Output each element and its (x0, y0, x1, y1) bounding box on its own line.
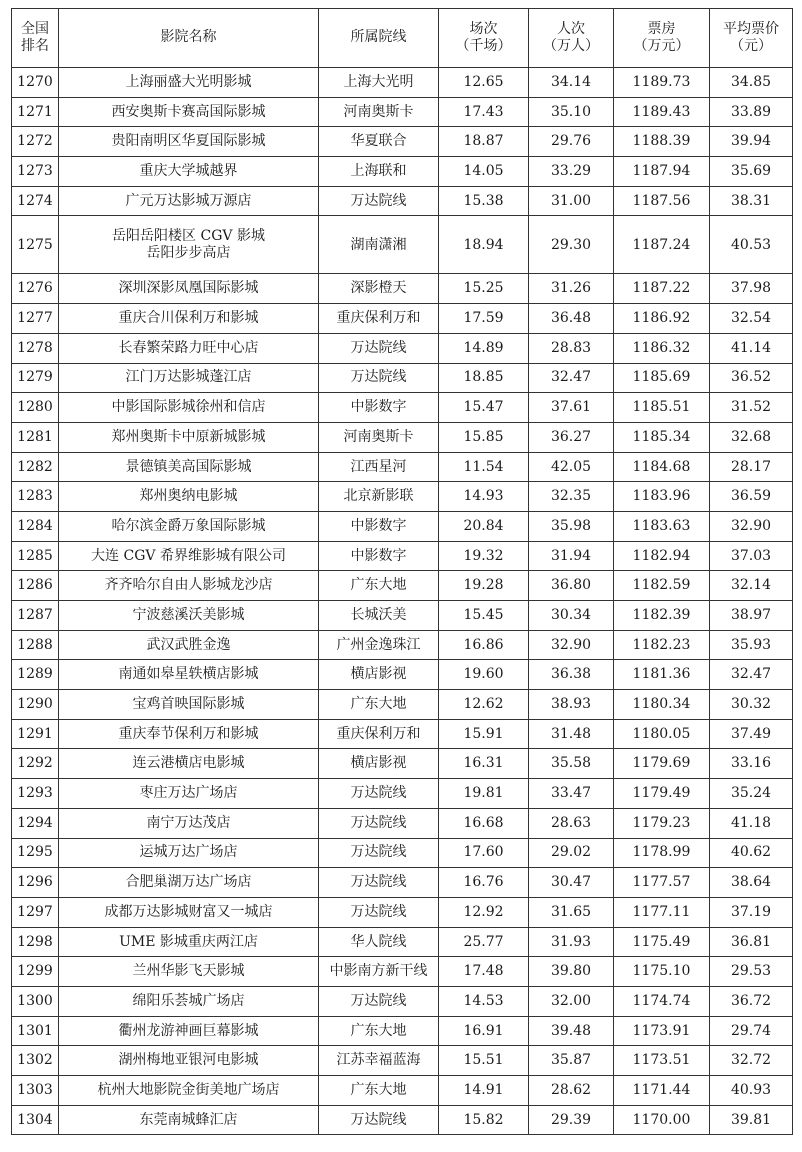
cell-rank: 1288 (12, 630, 59, 660)
cell-admissions: 35.87 (529, 1046, 614, 1076)
cell-avg-price: 39.94 (710, 127, 793, 157)
cell-admissions: 36.80 (529, 571, 614, 601)
cell-admissions: 30.47 (529, 868, 614, 898)
cell-chain: 华夏联合 (319, 127, 439, 157)
cell-chain: 广东大地 (319, 571, 439, 601)
cell-shows: 11.54 (439, 452, 529, 482)
cell-admissions: 38.93 (529, 690, 614, 720)
cell-cinema-name: 郑州奥纳电影城 (59, 482, 319, 512)
cell-box-office: 1174.74 (614, 986, 710, 1016)
cell-box-office: 1173.51 (614, 1046, 710, 1076)
cell-admissions: 31.65 (529, 897, 614, 927)
cell-box-office: 1185.34 (614, 422, 710, 452)
cell-admissions: 29.30 (529, 216, 614, 274)
cell-cinema-name: 中影国际影城徐州和信店 (59, 393, 319, 423)
cell-chain: 中影数字 (319, 541, 439, 571)
cell-chain: 江西星河 (319, 452, 439, 482)
cell-chain: 长城沃美 (319, 601, 439, 631)
cell-rank: 1271 (12, 97, 59, 127)
cell-shows: 17.60 (439, 838, 529, 868)
cell-chain: 中影南方新干线 (319, 957, 439, 987)
table-row (12, 216, 793, 274)
cell-shows: 16.86 (439, 630, 529, 660)
cell-admissions: 31.00 (529, 186, 614, 216)
cell-box-office: 1177.57 (614, 868, 710, 898)
cell-cinema-name: 宁波慈溪沃美影城 (59, 601, 319, 631)
cell-box-office: 1173.91 (614, 1016, 710, 1046)
cell-avg-price: 39.81 (710, 1105, 793, 1135)
table-row (12, 897, 793, 927)
cell-rank: 1281 (12, 422, 59, 452)
cell-admissions: 29.76 (529, 127, 614, 157)
cell-shows: 12.92 (439, 897, 529, 927)
cell-admissions: 35.98 (529, 511, 614, 541)
table-row (12, 452, 793, 482)
cell-admissions: 36.38 (529, 660, 614, 690)
cell-rank: 1282 (12, 452, 59, 482)
table-row (12, 422, 793, 452)
cell-box-office: 1185.51 (614, 393, 710, 423)
cell-avg-price: 38.31 (710, 186, 793, 216)
table-row (12, 1105, 793, 1135)
table-row (12, 363, 793, 393)
cell-rank: 1293 (12, 779, 59, 809)
cell-rank: 1279 (12, 363, 59, 393)
cell-admissions: 29.02 (529, 838, 614, 868)
cell-avg-price: 31.52 (710, 393, 793, 423)
cell-box-office: 1188.39 (614, 127, 710, 157)
cell-shows: 14.91 (439, 1076, 529, 1106)
cell-shows: 14.53 (439, 986, 529, 1016)
cell-chain: 横店影视 (319, 660, 439, 690)
table-row (12, 393, 793, 423)
cell-box-office: 1183.63 (614, 511, 710, 541)
cell-cinema-name: 枣庄万达广场店 (59, 779, 319, 809)
cell-admissions: 39.80 (529, 957, 614, 987)
cell-cinema-name: 宝鸡首映国际影城 (59, 690, 319, 720)
cell-shows: 14.93 (439, 482, 529, 512)
cell-avg-price: 35.24 (710, 779, 793, 809)
cell-avg-price: 37.03 (710, 541, 793, 571)
cell-box-office: 1187.94 (614, 157, 710, 187)
table-row (12, 1076, 793, 1106)
cell-rank: 1283 (12, 482, 59, 512)
cell-shows: 19.32 (439, 541, 529, 571)
cell-cinema-name: 上海丽盛大光明影城 (59, 68, 319, 98)
cell-admissions: 35.58 (529, 749, 614, 779)
cell-chain: 上海联和 (319, 157, 439, 187)
cell-rank: 1273 (12, 157, 59, 187)
cell-shows: 15.82 (439, 1105, 529, 1135)
cell-cinema-name: 绵阳乐荟城广场店 (59, 986, 319, 1016)
cell-admissions: 34.14 (529, 68, 614, 98)
cell-avg-price: 32.54 (710, 304, 793, 334)
cell-chain: 重庆保利万和 (319, 304, 439, 334)
cell-box-office: 1178.99 (614, 838, 710, 868)
cell-box-office: 1179.23 (614, 808, 710, 838)
cell-rank: 1289 (12, 660, 59, 690)
cell-chain: 北京新影联 (319, 482, 439, 512)
cell-shows: 15.51 (439, 1046, 529, 1076)
cell-cinema-name: 重庆合川保利万和影城 (59, 304, 319, 334)
table-row (12, 719, 793, 749)
table-row (12, 333, 793, 363)
table-row (12, 482, 793, 512)
cell-admissions: 29.39 (529, 1105, 614, 1135)
cell-avg-price: 40.62 (710, 838, 793, 868)
table-row (12, 186, 793, 216)
cell-box-office: 1189.73 (614, 68, 710, 98)
table-row (12, 779, 793, 809)
header-cinema-name: 影院名称 (59, 9, 319, 68)
cell-box-office: 1187.22 (614, 274, 710, 304)
cell-box-office: 1186.32 (614, 333, 710, 363)
cell-chain: 中影数字 (319, 393, 439, 423)
cell-cinema-name: 重庆大学城越界 (59, 157, 319, 187)
cell-box-office: 1180.34 (614, 690, 710, 720)
header-shows: 场次 （千场） (439, 9, 529, 68)
cell-avg-price: 41.14 (710, 333, 793, 363)
cell-admissions: 28.83 (529, 333, 614, 363)
table-row (12, 97, 793, 127)
cell-cinema-name: 成都万达影城财富又一城店 (59, 897, 319, 927)
cell-chain: 万达院线 (319, 868, 439, 898)
cell-cinema-name: 齐齐哈尔自由人影城龙沙店 (59, 571, 319, 601)
cell-chain: 广州金逸珠江 (319, 630, 439, 660)
table-row (12, 808, 793, 838)
cell-shows: 18.87 (439, 127, 529, 157)
header-admissions: 人次 （万人） (529, 9, 614, 68)
cell-box-office: 1179.69 (614, 749, 710, 779)
cell-chain: 万达院线 (319, 363, 439, 393)
cell-chain: 河南奥斯卡 (319, 422, 439, 452)
cell-chain: 万达院线 (319, 779, 439, 809)
cell-cinema-name: 湖州梅地亚银河电影城 (59, 1046, 319, 1076)
cell-cinema-name: 连云港横店电影城 (59, 749, 319, 779)
cell-shows: 15.91 (439, 719, 529, 749)
table-row (12, 838, 793, 868)
cell-cinema-name: 重庆奉节保利万和影城 (59, 719, 319, 749)
cell-avg-price: 37.19 (710, 897, 793, 927)
cell-avg-price: 37.98 (710, 274, 793, 304)
cell-box-office: 1182.94 (614, 541, 710, 571)
cell-cinema-name: 东莞南城蜂汇店 (59, 1105, 319, 1135)
cell-shows: 16.68 (439, 808, 529, 838)
cell-cinema-name: 南通如皋星轶横店影城 (59, 660, 319, 690)
cell-box-office: 1171.44 (614, 1076, 710, 1106)
cell-avg-price: 36.52 (710, 363, 793, 393)
table-row (12, 986, 793, 1016)
table-row (12, 601, 793, 631)
cell-admissions: 35.10 (529, 97, 614, 127)
cell-avg-price: 40.53 (710, 216, 793, 274)
cell-cinema-name: 武汉武胜金逸 (59, 630, 319, 660)
cell-cinema-name: 江门万达影城蓬江店 (59, 363, 319, 393)
cell-admissions: 42.05 (529, 452, 614, 482)
table-row (12, 511, 793, 541)
table-row (12, 957, 793, 987)
cell-avg-price: 34.85 (710, 68, 793, 98)
cell-avg-price: 36.81 (710, 927, 793, 957)
cell-chain: 广东大地 (319, 1076, 439, 1106)
cell-shows: 19.60 (439, 660, 529, 690)
cell-admissions: 33.29 (529, 157, 614, 187)
cell-box-office: 1183.96 (614, 482, 710, 512)
cell-box-office: 1187.24 (614, 216, 710, 274)
cell-admissions: 32.35 (529, 482, 614, 512)
cell-box-office: 1182.59 (614, 571, 710, 601)
cell-chain: 万达院线 (319, 986, 439, 1016)
table-row (12, 274, 793, 304)
cell-shows: 14.05 (439, 157, 529, 187)
table-row (12, 1016, 793, 1046)
cell-admissions: 36.27 (529, 422, 614, 452)
cell-avg-price: 32.68 (710, 422, 793, 452)
cell-avg-price: 35.69 (710, 157, 793, 187)
cell-shows: 12.62 (439, 690, 529, 720)
table-body (12, 68, 793, 1135)
cell-box-office: 1180.05 (614, 719, 710, 749)
table-row (12, 660, 793, 690)
table-row (12, 571, 793, 601)
cell-admissions: 37.61 (529, 393, 614, 423)
cell-shows: 18.94 (439, 216, 529, 274)
cell-chain: 上海大光明 (319, 68, 439, 98)
cell-shows: 15.38 (439, 186, 529, 216)
cell-avg-price: 32.90 (710, 511, 793, 541)
cell-avg-price: 36.59 (710, 482, 793, 512)
table-row (12, 749, 793, 779)
cell-box-office: 1177.11 (614, 897, 710, 927)
cell-avg-price: 28.17 (710, 452, 793, 482)
cell-rank: 1292 (12, 749, 59, 779)
cell-rank: 1299 (12, 957, 59, 987)
cell-cinema-name: 南宁万达茂店 (59, 808, 319, 838)
cell-cinema-name: 西安奥斯卡赛高国际影城 (59, 97, 319, 127)
cell-chain: 横店影视 (319, 749, 439, 779)
cell-chain: 万达院线 (319, 333, 439, 363)
cell-box-office: 1184.68 (614, 452, 710, 482)
cell-cinema-name: UME 影城重庆两江店 (59, 927, 319, 957)
cell-chain: 万达院线 (319, 808, 439, 838)
table-row (12, 127, 793, 157)
cell-admissions: 32.90 (529, 630, 614, 660)
cell-box-office: 1182.39 (614, 601, 710, 631)
cell-rank: 1294 (12, 808, 59, 838)
cell-cinema-name: 运城万达广场店 (59, 838, 319, 868)
cell-shows: 17.59 (439, 304, 529, 334)
cell-shows: 15.45 (439, 601, 529, 631)
cell-rank: 1291 (12, 719, 59, 749)
cell-rank: 1270 (12, 68, 59, 98)
table-row (12, 690, 793, 720)
cell-chain: 万达院线 (319, 1105, 439, 1135)
cell-admissions: 31.93 (529, 927, 614, 957)
header-avg-price: 平均票价 （元） (710, 9, 793, 68)
cell-admissions: 31.94 (529, 541, 614, 571)
header-rank: 全国 排名 (12, 9, 59, 68)
cell-chain: 河南奥斯卡 (319, 97, 439, 127)
cell-avg-price: 33.16 (710, 749, 793, 779)
cell-shows: 15.47 (439, 393, 529, 423)
table-row (12, 1046, 793, 1076)
cell-shows: 14.89 (439, 333, 529, 363)
cell-shows: 15.85 (439, 422, 529, 452)
cell-avg-price: 38.97 (710, 601, 793, 631)
cell-cinema-name: 广元万达影城万源店 (59, 186, 319, 216)
cell-shows: 20.84 (439, 511, 529, 541)
cell-shows: 15.25 (439, 274, 529, 304)
cell-avg-price: 36.72 (710, 986, 793, 1016)
cell-avg-price: 32.47 (710, 660, 793, 690)
cell-box-office: 1175.10 (614, 957, 710, 987)
cell-rank: 1278 (12, 333, 59, 363)
cell-shows: 17.43 (439, 97, 529, 127)
cell-shows: 19.28 (439, 571, 529, 601)
cell-avg-price: 30.32 (710, 690, 793, 720)
cell-chain: 万达院线 (319, 838, 439, 868)
cell-box-office: 1189.43 (614, 97, 710, 127)
table-row (12, 68, 793, 98)
cell-box-office: 1186.92 (614, 304, 710, 334)
cell-admissions: 31.26 (529, 274, 614, 304)
cell-shows: 18.85 (439, 363, 529, 393)
cinema-ranking-table (11, 8, 793, 1135)
cell-rank: 1285 (12, 541, 59, 571)
cell-cinema-name: 衢州龙游神画巨幕影城 (59, 1016, 319, 1046)
cell-box-office: 1181.36 (614, 660, 710, 690)
cell-admissions: 36.48 (529, 304, 614, 334)
table-row (12, 157, 793, 187)
cell-rank: 1276 (12, 274, 59, 304)
cell-box-office: 1175.49 (614, 927, 710, 957)
cell-cinema-name: 合肥巢湖万达广场店 (59, 868, 319, 898)
table-header (12, 9, 793, 68)
cell-cinema-name: 岳阳岳阳楼区 CGV 影城 岳阳步步高店 (59, 216, 319, 274)
cell-chain: 深影橙天 (319, 274, 439, 304)
cell-cinema-name: 杭州大地影院金街美地广场店 (59, 1076, 319, 1106)
cell-rank: 1280 (12, 393, 59, 423)
cell-rank: 1304 (12, 1105, 59, 1135)
table-row (12, 304, 793, 334)
cell-rank: 1287 (12, 601, 59, 631)
header-box-office: 票房 （万元） (614, 9, 710, 68)
cell-avg-price: 32.72 (710, 1046, 793, 1076)
cell-chain: 江苏幸福蓝海 (319, 1046, 439, 1076)
cell-shows: 17.48 (439, 957, 529, 987)
cell-chain: 万达院线 (319, 186, 439, 216)
cell-admissions: 32.47 (529, 363, 614, 393)
cell-cinema-name: 贵阳南明区华夏国际影城 (59, 127, 319, 157)
cell-avg-price: 41.18 (710, 808, 793, 838)
table-row (12, 541, 793, 571)
cell-admissions: 39.48 (529, 1016, 614, 1046)
cell-admissions: 28.62 (529, 1076, 614, 1106)
cell-rank: 1298 (12, 927, 59, 957)
cell-cinema-name: 景德镇美高国际影城 (59, 452, 319, 482)
cell-cinema-name: 郑州奥斯卡中原新城影城 (59, 422, 319, 452)
cell-avg-price: 29.74 (710, 1016, 793, 1046)
cell-shows: 16.91 (439, 1016, 529, 1046)
cell-rank: 1295 (12, 838, 59, 868)
cell-admissions: 28.63 (529, 808, 614, 838)
table-row (12, 868, 793, 898)
cell-box-office: 1182.23 (614, 630, 710, 660)
cell-shows: 16.76 (439, 868, 529, 898)
cell-box-office: 1187.56 (614, 186, 710, 216)
cell-shows: 12.65 (439, 68, 529, 98)
cell-rank: 1300 (12, 986, 59, 1016)
cell-cinema-name: 深圳深影凤凰国际影城 (59, 274, 319, 304)
cell-chain: 重庆保利万和 (319, 719, 439, 749)
cell-shows: 25.77 (439, 927, 529, 957)
table-row (12, 630, 793, 660)
cell-rank: 1277 (12, 304, 59, 334)
cell-admissions: 32.00 (529, 986, 614, 1016)
cell-chain: 万达院线 (319, 897, 439, 927)
cell-avg-price: 35.93 (710, 630, 793, 660)
table-row (12, 927, 793, 957)
cell-rank: 1286 (12, 571, 59, 601)
cell-rank: 1301 (12, 1016, 59, 1046)
cell-chain: 广东大地 (319, 1016, 439, 1046)
cell-avg-price: 33.89 (710, 97, 793, 127)
cell-cinema-name: 大连 CGV 希界维影城有限公司 (59, 541, 319, 571)
cell-shows: 19.81 (439, 779, 529, 809)
cell-chain: 广东大地 (319, 690, 439, 720)
cell-rank: 1274 (12, 186, 59, 216)
cell-admissions: 33.47 (529, 779, 614, 809)
cell-avg-price: 32.14 (710, 571, 793, 601)
cell-rank: 1303 (12, 1076, 59, 1106)
cell-cinema-name: 兰州华影飞天影城 (59, 957, 319, 987)
cell-avg-price: 38.64 (710, 868, 793, 898)
cell-chain: 中影数字 (319, 511, 439, 541)
cell-chain: 湖南潇湘 (319, 216, 439, 274)
header-chain: 所属院线 (319, 9, 439, 68)
cell-box-office: 1170.00 (614, 1105, 710, 1135)
cell-rank: 1284 (12, 511, 59, 541)
cell-rank: 1272 (12, 127, 59, 157)
cell-admissions: 30.34 (529, 601, 614, 631)
cell-shows: 16.31 (439, 749, 529, 779)
header-row (12, 9, 793, 68)
cell-rank: 1290 (12, 690, 59, 720)
cell-box-office: 1179.49 (614, 779, 710, 809)
cell-rank: 1296 (12, 868, 59, 898)
cell-admissions: 31.48 (529, 719, 614, 749)
cell-avg-price: 40.93 (710, 1076, 793, 1106)
cell-rank: 1302 (12, 1046, 59, 1076)
cell-avg-price: 29.53 (710, 957, 793, 987)
cell-cinema-name: 长春繁荣路力旺中心店 (59, 333, 319, 363)
cell-rank: 1275 (12, 216, 59, 274)
cell-avg-price: 37.49 (710, 719, 793, 749)
cell-box-office: 1185.69 (614, 363, 710, 393)
cell-chain: 华人院线 (319, 927, 439, 957)
cell-rank: 1297 (12, 897, 59, 927)
cell-cinema-name: 哈尔滨金爵万象国际影城 (59, 511, 319, 541)
